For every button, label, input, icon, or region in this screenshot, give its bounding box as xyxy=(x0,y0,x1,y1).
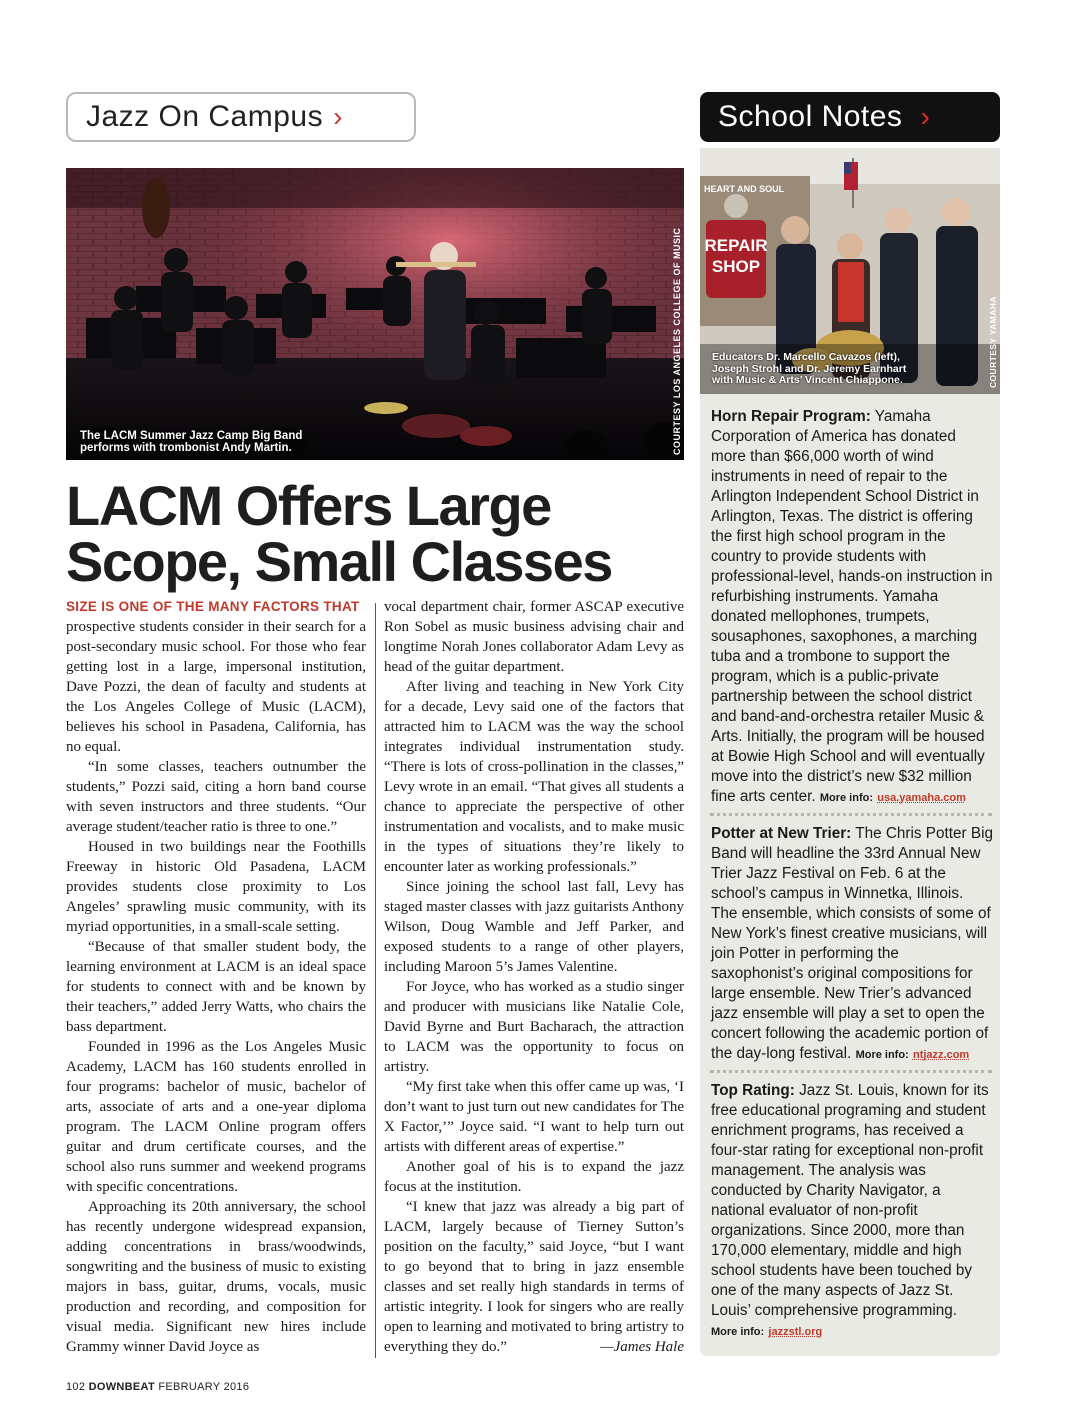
note-heading: Top Rating: xyxy=(711,1082,795,1099)
more-info-link[interactable]: jazzstl.org xyxy=(768,1326,823,1338)
note-heading: Horn Repair Program: xyxy=(711,408,871,425)
paragraph: For Joyce, who has worked as a studio singer and producer with musicians like Natalie Cole, David Byrne and Burt Bacharach, the attraction to LACM was the opportunity to focus on artistry. xyxy=(384,979,684,1075)
sign-text: REPAIR xyxy=(704,236,768,255)
chevron-right-icon: › xyxy=(333,101,343,132)
column-divider xyxy=(375,603,376,1358)
headline-line: Scope, Small Classes xyxy=(66,530,612,593)
dotted-divider xyxy=(710,813,992,816)
concert-photo xyxy=(66,168,684,460)
paragraph: Founded in 1996 as the Los Angeles Music Academy, LACM has 160 students enrolled in four programs: bachelor of music, bachelor of arts, associate of arts and a one-year diploma program. The LACM Online program offers guitar and drum certificate courses, and the school also runs summer and weekend programs with specific concentrations. xyxy=(66,1039,366,1195)
section-title: School Notes xyxy=(718,100,903,133)
photo-caption xyxy=(712,352,906,387)
paragraph: vocal department chair, former ASCAP executive Ron Sobel as music business advising chair and longtime Norah Jones collaborator Adam Levy as head of the guitar department. xyxy=(384,599,684,675)
article-column-1 xyxy=(66,597,366,1357)
paragraph xyxy=(66,597,366,757)
dotted-divider xyxy=(710,1070,992,1073)
paragraph xyxy=(384,1197,684,1357)
photo-credit: COURTESY LOS ANGELES COLLEGE OF MUSIC xyxy=(672,227,682,455)
magazine-name: DOWNBEAT xyxy=(88,1381,155,1393)
more-info-link[interactable]: usa.yamaha.com xyxy=(877,792,966,804)
article-column-2 xyxy=(384,597,684,1357)
note-body: Yamaha Corporation of America has donated more than $66,000 worth of wind instruments in need of repair to the Arlington Independent School District in Arlington, Texas. The district is offering the first high school program in the country to provide students with professional-level, hands-on instruction in refurbishing instruments. Yamaha donated mellophones, trumpets, sousaphones, saxophones, a marching tuba and a trombone to support the program, which is a public-private partnership between the school district and band-and-orchestra retailer Music & Arts. Initially, the program will be housed at Bowie High School and will eventually move into the district’s new $32 million fine arts center. xyxy=(711,408,993,805)
paragraph: Approaching its 20th anniversary, the school has recently undergone widespread expansion, adding concentrations in brass/woodwinds, songwriting and the business of music to existing majors in bass, guitar, drums, vocals, music production and recording, and composition for visual media. Significant new hires include Grammy winner David Joyce as xyxy=(66,1199,366,1355)
paragraph: “Because of that smaller student body, the learning environment at LACM is an ideal space for students to connect with and be known by their teachers,” added Jerry Watts, who chairs the bass department. xyxy=(66,939,366,1035)
sign-text: SHOP xyxy=(711,257,761,276)
lead-in: SIZE IS ONE OF THE MANY FACTORS THAT xyxy=(66,599,360,614)
paragraph: After living and teaching in New York City for a decade, Levy said one of the factors that attracted him to LACM was the way the school integrates individual instrumentation study. “There is lots of cross-pollination in the classes,” Levy wrote in an email. “That gives all students a chance to appreciate the perspective of other instrumentation and vocalists, and to make music in the types of situations they’re likely to encounter later as working professionals.” xyxy=(384,679,684,875)
more-info-link[interactable]: ntjazz.com xyxy=(912,1049,970,1061)
issue-date: FEBRUARY 2016 xyxy=(158,1381,250,1393)
section-title: Jazz On Campus xyxy=(86,100,324,133)
paragraph: Since joining the school last fall, Levy has staged master classes with jazz guitarists Anthony Wilson, Doug Wamble and Jeff Parker, and exposed students to a range of other players, including Maroon 5’s James Valentine. xyxy=(384,879,684,975)
photo-caption xyxy=(80,430,302,454)
sign-text: HEART AND SOUL xyxy=(704,184,785,194)
paragraph-text: “I knew that jazz was already a big part of LACM, largely because of Tierney Sutton’s position on the faculty,” said Joyce, “but I want to go beyond that to bring in jazz ensemble classes and set really high standards in terms of artistic integrity. I look for singers who are really open to learning and motivated to bring artistry to everything they do.” xyxy=(384,1199,684,1355)
byline: —James Hale xyxy=(600,1339,684,1355)
caption-line: Educators Dr. Marcello Cavazos (left), xyxy=(712,351,900,363)
paragraph: Housed in two buildings near the Foothills Freeway in historic Old Pasadena, LACM provides students close proximity to Los Angeles’ sprawling music community, with its myriad opportunities, in a small-scale setting. xyxy=(66,839,366,935)
article-headline xyxy=(66,474,686,593)
paragraph: “In some classes, teachers outnumber the students,” Pozzi said, citing a horn band course with seven instructors and three students. “Our average student/teacher ratio is three to one.” xyxy=(66,759,366,835)
paragraph: Another goal of his is to expand the jazz focus at the institution. xyxy=(384,1159,684,1195)
caption-line: with Music & Arts’ Vincent Chiappone. xyxy=(712,374,903,386)
more-info-label: More info: xyxy=(855,1049,909,1061)
school-note xyxy=(711,1081,993,1342)
headline-line: LACM Offers Large xyxy=(66,474,551,537)
more-info-label: More info: xyxy=(711,1326,765,1338)
page-footer xyxy=(66,1381,249,1393)
school-note xyxy=(711,824,993,1065)
note-body: Jazz St. Louis, known for its free educational programing and student enrichment programs, has received a four-star rating for exceptional non-profit management. The analysis was conducted by Charity Navigator, a national evaluator of non-profit organizations. Since 2000, more than 170,000 elementary, middle and high school students have been touched by one of the many aspects of Jazz St. Louis’ comprehensive programming. xyxy=(711,1082,989,1319)
paragraph: “My first take when this offer came up was, ‘I don’t want to just turn out new candidates for The X Factor,’” Joyce said. “I want to help turn out artists with different areas of expertise.” xyxy=(384,1079,684,1155)
section-tab-jazz-on-campus xyxy=(66,92,416,142)
note-body: The Chris Potter Big Band will headline the 33rd Annual New Trier Jazz Festival on Feb. 6 at the school’s campus in Winnetka, Illinois. The ensemble, which consists of some of New York’s finest creative musicians, will join Potter in performing the saxophonist’s original compositions for large ensemble. New Trier’s advanced jazz ensemble will play a set to open the concert following the academic portion of the day-long festival. xyxy=(711,825,993,1062)
note-heading: Potter at New Trier: xyxy=(711,825,852,842)
school-note xyxy=(711,407,993,808)
section-tab-school-notes xyxy=(700,92,1000,142)
chevron-right-icon: › xyxy=(920,101,931,132)
caption-line: Joseph Strohl and Dr. Jeremy Earnhart xyxy=(712,362,907,375)
page-number: 102 xyxy=(66,1381,86,1393)
more-info-label: More info: xyxy=(819,792,874,804)
caption-line: performs with trombonist Andy Martin. xyxy=(80,442,292,454)
photo-credit: COURTESY YAMAHA xyxy=(988,296,998,388)
caption-line: The LACM Summer Jazz Camp Big Band xyxy=(80,430,303,442)
paragraph-text: prospective students consider in their search for a post-secondary music school. For those who fear getting lost in a large, impersonal institution, Dave Pozzi, the dean of faculty and students at the Los Angeles College of Music (LACM), believes his school in Pasadena, California, has no equal. xyxy=(66,619,366,755)
